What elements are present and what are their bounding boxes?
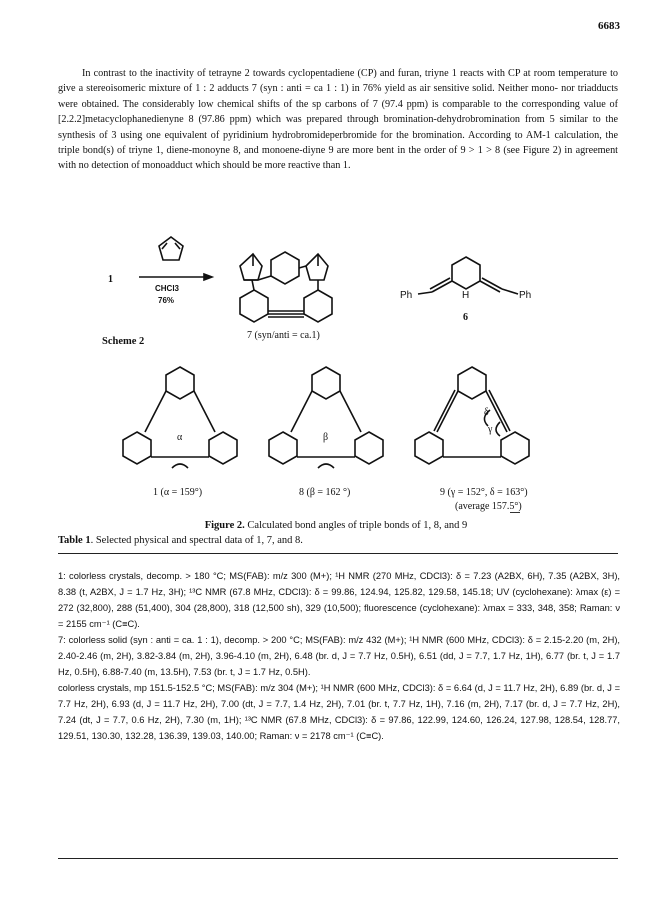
compound-1-structure xyxy=(123,367,237,468)
compound-6-structure xyxy=(418,257,518,294)
table-caption-bold: Table 1 xyxy=(58,535,91,546)
table-entry: 1: colorless crystals, decomp. > 180 °C; MS(FAB): m/z 300 (M+); ¹H NMR (270 MHz, CDCl3): δ = 7.23 (A2BX, 6H), 7.35 (A2BX, 3H), 8.38 (t, A2BX, J = 1.7 Hz, 3H); ¹³C NMR (67.8 MHz, CDCl3): δ = 99.86, 124.94, 125.82, 129.58, 145.18; UV (cyclohexane): λmax (ε) = 272 (32,800), 288 (51,400), 304 (28,800), 318 (12,500 sh), 329 (10,500); fluorescence (cyclohexane): λmax = 333, 348, 358; Raman: ν = 2155 cm⁻¹ (C≡C). xyxy=(58,571,620,629)
yield-label: 76% xyxy=(158,296,175,305)
gamma-angle-label: γ xyxy=(488,424,493,435)
body-paragraph: In contrast to the inactivity of tetrayne 2 towards cyclopentadiene (CP) and furan, triyne 1 reacts with CP at room temperature to give a stereoisomeric mixture of 1 : 2 adducts 7 (syn : anti = ca 1 : 1) in 76% yield as air sensitive solid. Neither mono- nor triadducts were obtained. The considerably low chemical shifts of the sp carbons of 7 (97.4 ppm) is comparable to the corresponding value of [2.2.2]metacyclophanedienyne 8 (97.86 ppm) which was prepared through bromination-dehydrobromination from 5 similar to the synthesis of 3 using one equivalent of pyridinium hydrobromideperbromide for the bromination. According to AM-1 calculation, the triple bond(s) of triyne 1, diene-monoyne 8, and monoene-diyne 9 are more bent in the order of 9 > 1 > 8 (see Figure 2) in agreement with no detection of monoadduct which should be more reactive than 1. xyxy=(58,68,618,172)
table-caption xyxy=(58,535,303,546)
scheme-title: Scheme 2 xyxy=(102,336,145,347)
compound-8-structure xyxy=(269,367,383,468)
figure-dash xyxy=(510,512,520,513)
table-entry: 7: colorless solid (syn : anti = ca. 1 : 1), decomp. > 200 °C; MS(FAB): m/z 432 (M+); ¹H NMR (600 MHz, CDCl3): δ = 2.15-2.20 (m, 2H), 2.40-2.46 (m, 2H), 3.82-3.84 (m, 2H), 3.96-4.10 (m, 2H), 6.48 (br. d, J = 7.7 Hz, 0.5H), 6.51 (dd, J = 7.7, 1.7 Hz, 1H), 6.77 (br. t, J = 1.7 Hz, 0.5H), 6.88-7.40 (m, 13.5H), 7.53 (br. t, J = 1.7 Hz, 0.5H). xyxy=(58,635,620,677)
compound-6-h: H xyxy=(462,290,470,301)
compound-6-label: 6 xyxy=(463,312,468,323)
figure-caption xyxy=(0,520,672,531)
alpha-angle-label: α xyxy=(177,432,183,443)
reaction-arrow xyxy=(139,274,212,280)
reactant-label: 1 xyxy=(108,274,113,285)
table-entry: colorless crystals, mp 151.5-152.5 °C; MS(FAB): m/z 304 (M+); ¹H NMR (600 MHz, CDCl3): δ = 6.64 (d, J = 11.7 Hz, 2H), 6.89 (br. d, J = 7.7 Hz, 2H), 6.93 (d, J = 11.7 Hz, 2H), 7.00 (dt, J = 7.7, 1.4 Hz, 2H), 7.01 (br. t, 7.7 Hz, 1H), 7.16 (m, 2H), 7.17 (br. d, J = 7.7 Hz, 2H), 7.24 (dt, J = 7.7, 0.6 Hz, 2H), 7.30 (m, 1H); ¹³C NMR (67.8 MHz, CDCl3): δ = 97.86, 122.99, 124.60, 126.24, 127.98, 128.54, 128.77, 129.51, 130.30, 132.28, 136.39, 139.03, 140.00; Raman: ν = 2178 cm⁻¹ (C≡C). xyxy=(58,683,620,741)
reagent-label: CHCl3 xyxy=(155,284,180,293)
compound-6-ph-right: Ph xyxy=(519,290,532,301)
compound-7-structure xyxy=(240,252,332,322)
compound-1-figure-label: 1 (α = 159°) xyxy=(153,487,203,498)
compound-8-figure-label: 8 (β = 162 °) xyxy=(299,487,351,498)
compound-9-structure xyxy=(415,367,529,464)
table-bottom-rule xyxy=(58,858,618,859)
table-top-rule xyxy=(58,553,618,554)
beta-angle-label: β xyxy=(323,432,329,443)
compound-9-figure-label: 9 (γ = 152°, δ = 163°) xyxy=(440,487,528,498)
table-body xyxy=(58,568,620,744)
cyclopentadiene-structure xyxy=(159,237,183,260)
compound-6-ph-left: Ph xyxy=(400,290,413,301)
table-caption-text: . Selected physical and spectral data of 1, 7, and 8. xyxy=(90,535,303,546)
figure-caption-text: Calculated bond angles of triple bonds of 1, 8, and 9 xyxy=(244,520,468,531)
figure-caption-bold: Figure 2. xyxy=(204,520,245,531)
delta-angle-label: δ xyxy=(484,407,489,418)
compound-7-label: 7 (syn/anti = ca.1) xyxy=(247,330,320,341)
page-number: 6683 xyxy=(598,20,620,32)
chemical-structures xyxy=(0,232,672,522)
compound-9-average-label: (average 157.5°) xyxy=(455,501,522,512)
